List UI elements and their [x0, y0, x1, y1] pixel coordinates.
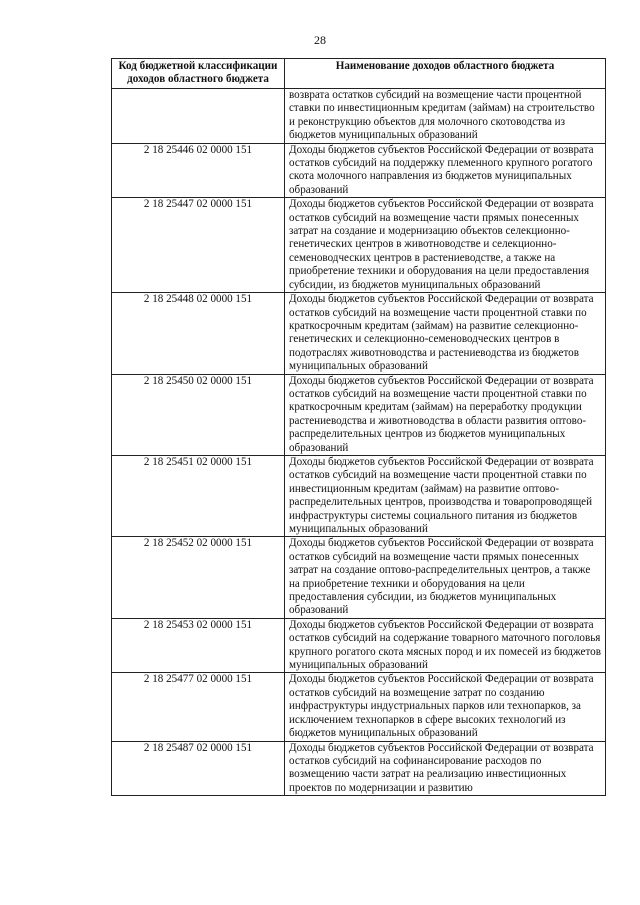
row-name: Доходы бюджетов субъектов Российской Федерации от возврата остатков субсидий на поддержку племенного крупного рогатого скота молочного направления из бюджетов муниципальных образований	[285, 143, 606, 198]
row-code: 2 18 25487 02 0000 151	[112, 741, 285, 796]
row-name: Доходы бюджетов субъектов Российской Федерации от возврата остатков субсидий на возмещение части прямых понесенных затрат на создание оптово-распределительных центров, а также на приобретение техники и оборудования на цели предоставления субсидии, из бюджетов муниципальных образований	[285, 537, 606, 618]
table-row	[112, 198, 606, 293]
row-name: Доходы бюджетов субъектов Российской Федерации от возврата остатков субсидий на содержание товарного маточного поголовья крупного рогатого скота мясных пород и их помесей из бюджетов муниципальных образований	[285, 618, 606, 673]
table-row	[112, 455, 606, 536]
row-code: 2 18 25453 02 0000 151	[112, 618, 285, 673]
table-row	[112, 374, 606, 455]
row-name: Доходы бюджетов субъектов Российской Федерации от возврата остатков субсидий на возмещение части процентной ставки по инвестиционным кредитам (займам) на развитие оптово-распределительных центров, производства и товаропроводящей инфраструктуры системы социального питания из бюджетов муниципальных образований	[285, 455, 606, 536]
page-number: 28	[314, 33, 326, 47]
row-code: 2 18 25450 02 0000 151	[112, 374, 285, 455]
row-code: 2 18 25446 02 0000 151	[112, 143, 285, 198]
row-code: 2 18 25451 02 0000 151	[112, 455, 285, 536]
table-row	[112, 673, 606, 741]
table-row	[112, 293, 606, 374]
row-name: Доходы бюджетов субъектов Российской Федерации от возврата остатков субсидий на возмещение затрат по созданию инфраструктуры индустриальных парков или технопарков, за исключением технопарков в сфере высоких технологий из бюджетов муниципальных образований	[285, 673, 606, 741]
table-row	[112, 618, 606, 673]
row-name: Доходы бюджетов субъектов Российской Федерации от возврата остатков субсидий на возмещение части прямых понесенных затрат на создание и модернизацию объектов селекционно-генетических центров в животноводстве и селекционно-семеноводческих центров в растениеводстве, а также на приобретение техники и оборудования на цели предоставления субсидии, из бюджетов муниципальных образований	[285, 198, 606, 293]
table-row	[112, 143, 606, 198]
row-name: возврата остатков субсидий на возмещение части процентной ставки по инвестиционным кредитам (займам) на строительство и реконструкцию объектов для молочного скотоводства из бюджетов муниципальных образований	[285, 89, 606, 144]
table-row	[112, 89, 606, 144]
row-name: Доходы бюджетов субъектов Российской Федерации от возврата остатков субсидий на возмещение части процентной ставки по краткосрочным кредитам (займам) на переработку продукции растениеводства и животноводства в области развития оптово-распределительных центров из бюджетов муниципальных образований	[285, 374, 606, 455]
row-code	[112, 89, 285, 144]
row-name: Доходы бюджетов субъектов Российской Федерации от возврата остатков субсидий на возмещение части процентной ставки по краткосрочным кредитам (займам) на развитие селекционно-генетических и селекционно-семеноводческих центров в подотраслях животноводства и растениеводства из бюджетов муниципальных образований	[285, 293, 606, 374]
row-code: 2 18 25477 02 0000 151	[112, 673, 285, 741]
header-name: Наименование доходов областного бюджета	[285, 59, 606, 89]
row-code: 2 18 25448 02 0000 151	[112, 293, 285, 374]
row-code: 2 18 25452 02 0000 151	[112, 537, 285, 618]
row-code: 2 18 25447 02 0000 151	[112, 198, 285, 293]
table-header-row	[112, 59, 606, 89]
row-name: Доходы бюджетов субъектов Российской Федерации от возврата остатков субсидий на софинансирование расходов по возмещению части затрат на реализацию инвестиционных проектов по модернизации и развитию	[285, 741, 606, 796]
table-row	[112, 537, 606, 618]
budget-classification-table	[111, 58, 606, 796]
table-row	[112, 741, 606, 796]
header-code: Код бюджетной классификации доходов областного бюджета	[112, 59, 285, 89]
